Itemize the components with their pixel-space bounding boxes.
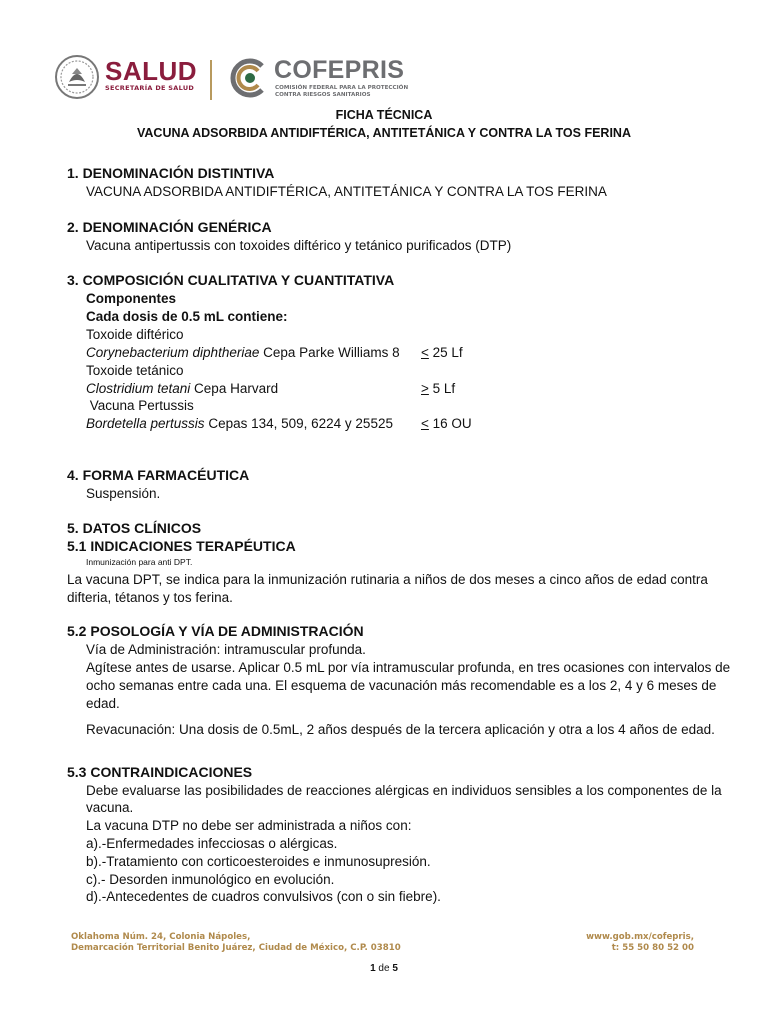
salud-brand: SALUD xyxy=(105,56,198,86)
page-number xyxy=(0,963,768,974)
section-5-3-line-1: Debe evaluarse las posibilidades de reacciones alérgicas en individuos sensibles a los componentes de la xyxy=(86,783,722,798)
components-label: Componentes xyxy=(86,291,177,306)
bordetella-symbol: < xyxy=(421,416,429,431)
salud-subtitle: SECRETARÍA DE SALUD xyxy=(105,84,195,92)
section-5-heading: 5. DATOS CLÍNICOS xyxy=(67,520,202,536)
mexico-seal-icon xyxy=(54,54,100,100)
toxoid-diphtheria: Toxoide diftérico xyxy=(86,327,184,342)
coryne-value: 25 Lf xyxy=(428,345,463,360)
coryne-symbol: < xyxy=(421,345,429,360)
clost-strain: Cepa Harvard xyxy=(190,381,279,396)
cofepris-subtitle-2: CONTRA RIESGOS SANITARIOS xyxy=(275,92,371,98)
pertussis-label: Vacuna Pertussis xyxy=(86,398,194,413)
clost-amount xyxy=(421,380,455,398)
page-current: 1 xyxy=(370,963,376,974)
footer-phone: t: 55 50 80 52 00 xyxy=(611,943,694,953)
cofepris-brand: COFEPRIS xyxy=(274,56,405,84)
coryne-row xyxy=(86,344,400,362)
section-5-1-body-1: La vacuna DPT, se indica para la inmunización rutinaria a niños de dos meses a cinco años de edad contra xyxy=(67,572,708,587)
clost-row xyxy=(86,380,278,398)
document-subtitle: VACUNA ADSORBIDA ANTIDIFTÉRICA, ANTITETÁNICA Y CONTRA LA TOS FERINA xyxy=(137,126,631,140)
coryne-species: Corynebacterium diphtheriae xyxy=(86,345,260,360)
dose-label: Cada dosis de 0.5 mL contiene: xyxy=(86,309,288,324)
cofepris-subtitle-1: COMISIÓN FEDERAL PARA LA PROTECCIÓN xyxy=(275,85,409,91)
section-4-heading: 4. FORMA FARMACÉUTICA xyxy=(67,467,250,483)
section-2-heading: 2. DENOMINACIÓN GENÉRICA xyxy=(67,219,272,235)
section-2-body: Vacuna antipertussis con toxoides diftérico y tetánico purificados (DTP) xyxy=(86,238,512,253)
bordetella-row xyxy=(86,415,393,433)
section-1-heading: 1. DENOMINACIÓN DISTINTIVA xyxy=(67,165,275,181)
page-total: 5 xyxy=(392,963,398,974)
section-5-2-line-1: Vía de Administración: intramuscular profunda. xyxy=(86,642,366,657)
section-4-body: Suspensión. xyxy=(86,486,161,501)
section-3-heading: 3. COMPOSICIÓN CUALITATIVA Y CUANTITATIVA xyxy=(67,272,395,288)
section-5-2-line-3: ocho semanas entre cada una. El esquema de vacunación más recomendable es a los 2, 4 y 6 meses de xyxy=(86,678,717,693)
section-5-1-body-2: difteria, tétanos y tos ferina. xyxy=(67,590,233,605)
section-5-1-heading: 5.1 INDICACIONES TERAPÉUTICA xyxy=(67,538,296,554)
contraindication-a: a).-Enfermedades infecciosas o alérgicas. xyxy=(86,836,338,851)
clost-species: Clostridium tetani xyxy=(86,381,191,396)
clost-symbol: > xyxy=(421,381,429,396)
page-of: de xyxy=(375,963,393,974)
contraindication-b: b).-Tratamiento con corticoesteroides e inmunosupresión. xyxy=(86,854,431,869)
section-5-1-note: Inmunización para anti DPT. xyxy=(86,557,193,567)
section-1-body: VACUNA ADSORBIDA ANTIDIFTÉRICA, ANTITETÁNICA Y CONTRA LA TOS FERINA xyxy=(86,184,607,199)
bordetella-species: Bordetella pertussis xyxy=(86,416,205,431)
clost-value: 5 Lf xyxy=(428,381,456,396)
footer-website[interactable]: www.gob.mx/cofepris, xyxy=(586,932,694,942)
contraindication-c: c).- Desorden inmunológico en evolución. xyxy=(86,872,335,887)
section-5-3-heading: 5.3 CONTRAINDICACIONES xyxy=(67,764,253,780)
footer-address-1: Oklahoma Núm. 24, Colonia Nápoles, xyxy=(71,932,251,942)
section-5-3-line-3: La vacuna DTP no debe ser administrada a niños con: xyxy=(86,818,412,833)
section-5-2-line-4: edad. xyxy=(86,696,120,711)
coryne-amount xyxy=(421,344,463,362)
section-5-2-line-5: Revacunación: Una dosis de 0.5mL, 2 años después de la tercera aplicación y otra a los 4 años de edad. xyxy=(86,722,715,737)
cofepris-emblem-icon xyxy=(228,56,272,100)
bordetella-strain: Cepas 134, 509, 6224 y 25525 xyxy=(204,416,393,431)
section-5-2-line-2: Agítese antes de usarse. Aplicar 0.5 mL por vía intramuscular profunda, en tres ocasiones con intervalos de xyxy=(86,660,731,675)
coryne-strain: Cepa Parke Williams 8 xyxy=(259,345,400,360)
section-5-3-line-2: vacuna. xyxy=(86,800,134,815)
cofepris-logo xyxy=(228,54,418,102)
footer-address-2: Demarcación Territorial Benito Juárez, Ciudad de México, C.P. 03810 xyxy=(71,943,401,953)
bordetella-value: 16 OU xyxy=(428,416,472,431)
bordetella-amount xyxy=(421,415,472,433)
section-5-2-heading: 5.2 POSOLOGÍA Y VÍA DE ADMINISTRACIÓN xyxy=(67,623,364,639)
salud-logo xyxy=(54,52,204,100)
toxoid-tetanus: Toxoide tetánico xyxy=(86,363,184,378)
document-title: FICHA TÉCNICA xyxy=(335,108,433,122)
header-divider xyxy=(210,60,212,100)
contraindication-d: d).-Antecedentes de cuadros convulsivos (con o sin fiebre). xyxy=(86,889,441,904)
